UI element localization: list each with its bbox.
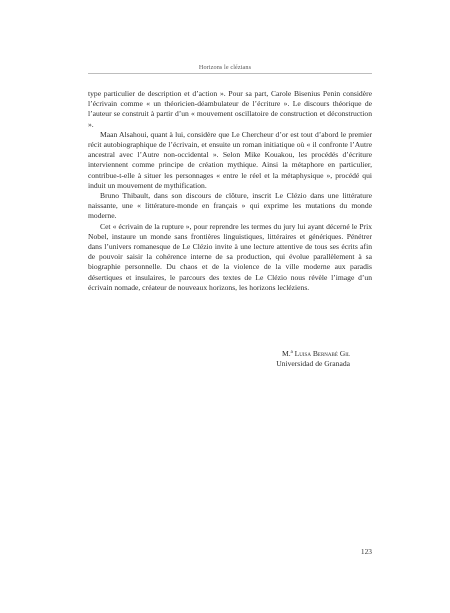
paragraph-1: type particulier de description et d’action ». Pour sa part, Carole Bisenius Penin considère l’écrivain comme « un théoricien-déambulateur de l’écriture ». Le discours théorique de l’auteur se construit à partir d’un « mouvement oscillatoire de construction et déconstruction ». xyxy=(88,89,372,129)
paragraph-2: Maan Alsahoui, quant à lui, considère que Le Chercheur d’or est tout d’abord le premier récit autobiographique de l’écrivain, et ensuite un roman initiatique où « il confronte l’Autre ancestral avec l’Autre non-occidental ». Selon Mike Kouakou, les procédés d’écriture interviennent comme principe de création mythique. Ainsi la métaphore en particulier, contribue-t-elle à situer les personnages « entre le réel et la métaphysique », procédé qui induit un mouvement de mythification. xyxy=(88,129,372,190)
running-header: Horizons le clézians xyxy=(198,64,252,71)
paragraph-4: Cet « écrivain de la rupture », pour reprendre les termes du jury lui ayant décerné le Prix Nobel, instaure un monde sans frontières linguistiques, littéraires et génériques. Pénétrer dans l’univers romanesque de Le Clézio invite à une lecture attentive de tous ses écrits afin de pouvoir saisir la cohérence interne de sa production, qui évolue parallèlement à sa biographie personnelle. Du chaos et de la violence de la ville moderne aux paradis désertiques et insulaires, le parcours des textes de Le Clézio nous révèle l’image d’un écrivain nomade, créateur de nouveaux horizons, les horizons lecléziens. xyxy=(88,221,372,292)
body-text xyxy=(88,89,372,293)
signature-block xyxy=(88,349,350,370)
paragraph-3: Bruno Thibault, dans son discours de clôture, inscrit Le Clézio dans une littérature naissante, une « littérature-monde en français » qui exprime les mutations du monde moderne. xyxy=(88,191,372,221)
header-rule xyxy=(88,73,372,74)
author-name: M.ª Luisa Bernabé Gil xyxy=(281,349,350,358)
author-affiliation: Universidad de Granada xyxy=(276,359,350,369)
page-number: 123 xyxy=(360,547,372,556)
